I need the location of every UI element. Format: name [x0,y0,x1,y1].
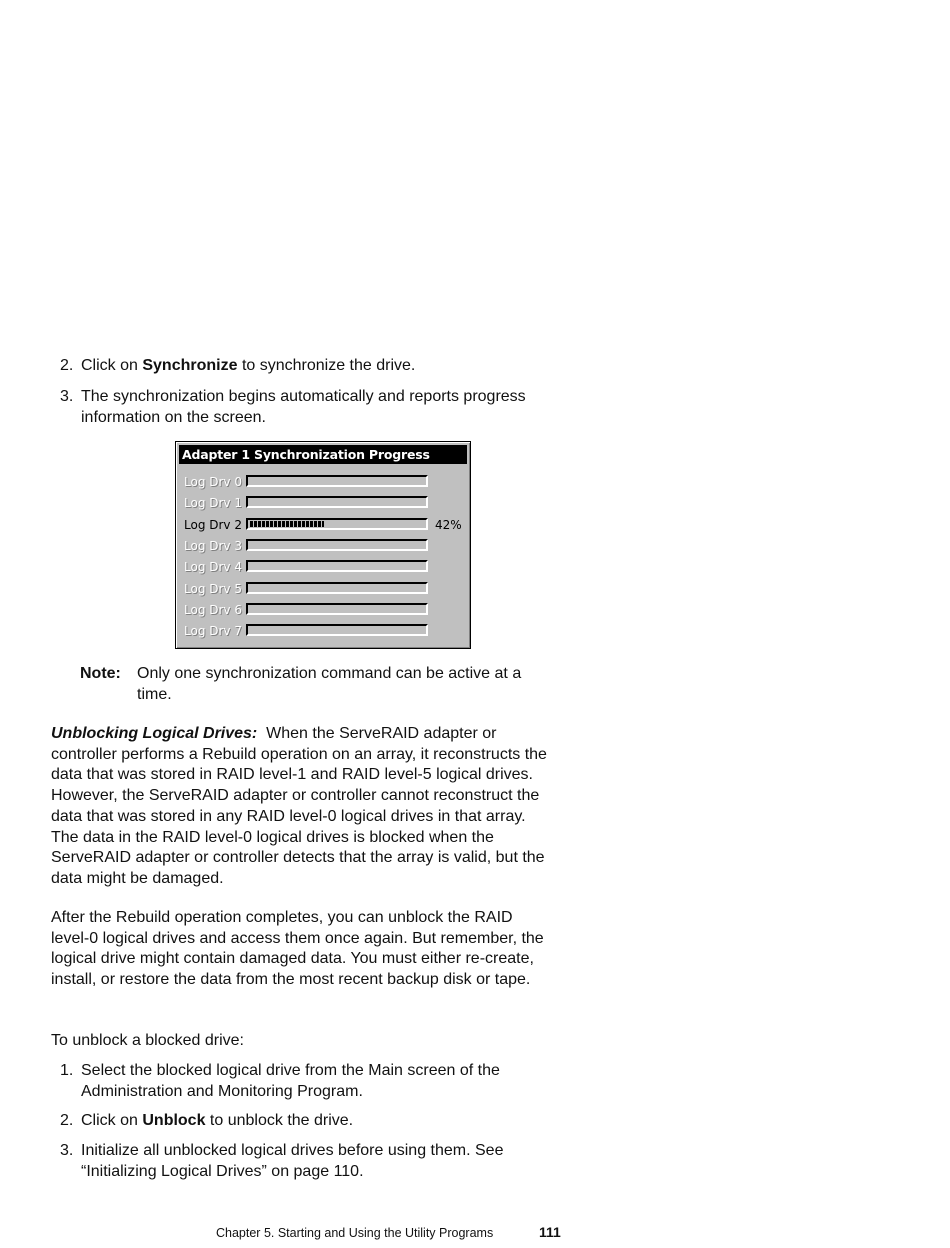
progress-bar [246,496,428,508]
progress-bar [246,582,428,594]
drive-label: Log Drv 6 [184,602,242,617]
step-text: Initialize all unblocked logical drives before using them. See “Initializing Logical Drives” on page 110. [81,1142,504,1180]
synchronize-term: Synchronize [142,357,238,374]
drive-label: Log Drv 3 [184,538,242,553]
step-unblock [60,1111,560,1132]
step-text-pre: Click on [81,1112,143,1129]
dialog-title: Adapter 1 Synchronization Progress [179,445,467,464]
progress-bar [246,539,428,551]
drive-label: Log Drv 7 [184,624,242,639]
step-number: 3. [60,1142,74,1159]
step-text: The synchronization begins automatically and reports progress information on the screen. [81,388,526,426]
drive-row [183,538,463,554]
step-progress-info [60,387,560,428]
step-text-post: to unblock the drive. [205,1112,354,1129]
step-text-pre: Click on [81,357,143,374]
progress-bar [246,518,428,530]
sync-progress-dialog [175,441,471,649]
section-intro [51,724,551,890]
step-number: 1. [60,1062,74,1079]
progress-percent: 42% [435,517,462,532]
drive-row [183,559,463,575]
page-number: 111 [539,1224,561,1240]
step-text: Select the blocked logical drive from the Main screen of the Administration and Monitoring Program. [81,1062,500,1100]
unblock-term: Unblock [142,1112,206,1129]
step-select-drive [60,1061,560,1102]
note-label: Note: [80,665,121,682]
drive-label: Log Drv 1 [184,496,242,511]
drive-row [183,495,463,511]
drive-label: Log Drv 2 [184,517,242,532]
drive-row [183,602,463,618]
progress-bar [246,560,428,572]
drive-label: Log Drv 0 [184,475,242,489]
step-text-post: to synchronize the drive. [237,357,416,374]
step-number: 2. [60,1112,74,1129]
progress-bar [246,603,428,615]
paragraph-after-rebuild: After the Rebuild operation completes, you can unblock the RAID level-0 logical drives and access them once again. But remember, the logical drive might contain damaged data. You must either re-create, install, or restore the data from the most recent backup disk or tape. [51,909,544,989]
drive-row [183,581,463,597]
paragraph-unblock-lead: To unblock a blocked drive: [51,1032,244,1049]
note [80,664,560,705]
step-initialize [60,1141,560,1182]
chapter-title: Chapter 5. Starting and Using the Utility Programs [216,1226,494,1240]
drive-row [183,623,463,639]
step-number: 2. [60,357,74,374]
progress-fill [250,521,324,527]
note-text: Only one synchronization command can be active at a time. [137,665,522,703]
drive-row [183,517,463,533]
progress-bar [246,624,428,636]
step-synchronize [60,356,560,377]
drive-label: Log Drv 5 [184,581,242,596]
drive-row [183,474,463,490]
progress-bar [246,475,428,487]
drive-label: Log Drv 4 [184,560,242,575]
section-heading: Unblocking Logical Drives: [51,725,258,742]
step-number: 3. [60,388,74,405]
section-intro-text: When the ServeRAID adapter or controller performs a Rebuild operation on an array, it reconstructs the data that was stored in RAID level-1 and RAID level-5 logical drives. However, the ServeRAID adapter or controller cannot reconstruct the data that was stored in any RAID level-0 logical drives in that array. The data in the RAID level-0 logical drives is blocked when the ServeRAID adapter or controller detects that the array is valid, but the data might be damaged. [51,725,547,887]
